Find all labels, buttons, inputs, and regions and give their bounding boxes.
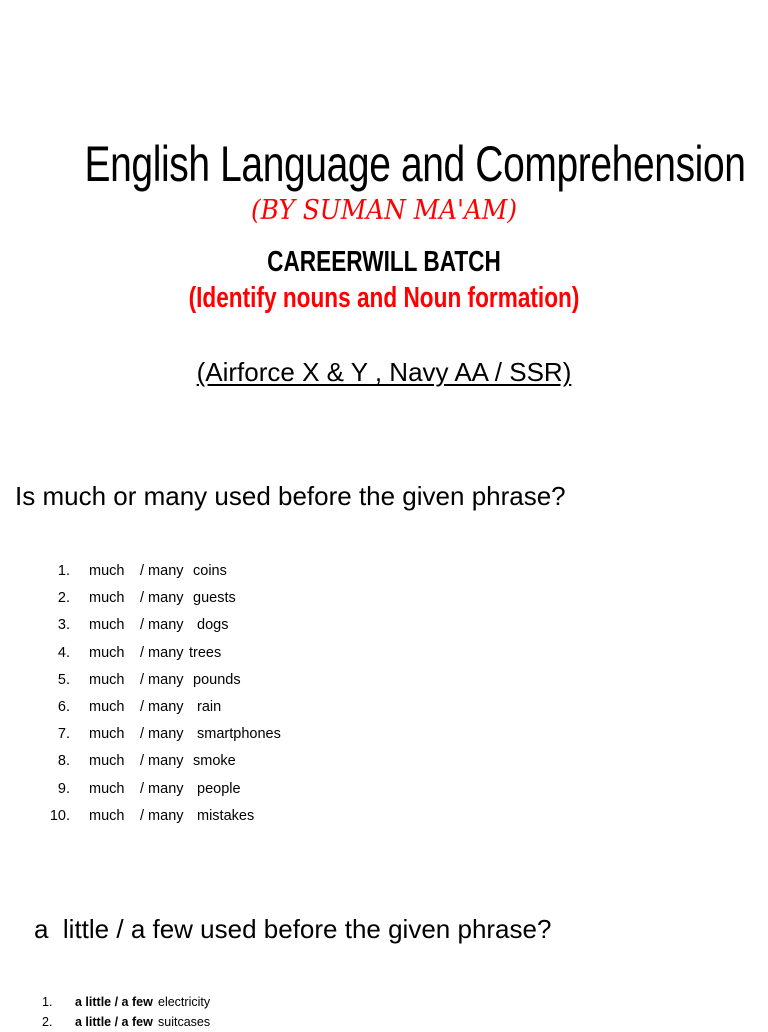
option-much: much [89, 590, 125, 607]
options: a little / a few [75, 1015, 153, 1029]
question-little-few: a little / a few used before the given phrase? [34, 914, 552, 944]
topic-heading: (Identify nouns and Noun formation) [188, 282, 580, 314]
option-much: much [89, 726, 125, 743]
option-many: / many [140, 780, 184, 797]
option-many: / many [140, 671, 184, 688]
option-many: / many [140, 563, 184, 579]
phrase: electricity [158, 995, 211, 1009]
phrase: smartphones [197, 726, 281, 743]
phrase: guests [193, 590, 236, 607]
item-number: 9. [57, 780, 70, 797]
option-much: much [89, 780, 125, 797]
item-number: 5. [57, 671, 70, 688]
option-much: much [89, 671, 125, 688]
option-much: much [89, 644, 125, 661]
option-much: much [89, 807, 125, 824]
item-number: 1. [57, 563, 70, 579]
option-much: much [89, 753, 125, 770]
option-many: / many [140, 753, 184, 770]
question-much-many: Is much or many used before the given phrase? [15, 481, 566, 511]
batch-name: CAREERWILL BATCH [267, 246, 501, 278]
exam-line [0, 355, 768, 389]
item-number: 3. [57, 617, 70, 634]
option-many: / many [140, 726, 184, 743]
options: a little / a few [75, 995, 153, 1009]
phrase: smoke [193, 753, 236, 770]
phrase: people [197, 780, 241, 797]
option-many: / many [140, 617, 184, 634]
phrase: coins [193, 563, 227, 579]
item-number: 2. [42, 1015, 53, 1029]
item-number: 6. [57, 698, 70, 715]
phrase: pounds [193, 671, 241, 688]
phrase: suitcases [158, 1015, 211, 1029]
item-number: 8. [57, 753, 70, 770]
option-many: / many [140, 807, 184, 824]
exam-line-text: (Airforce X & Y , Navy AA / SSR) [196, 357, 572, 387]
phrase: dogs [197, 617, 229, 634]
author-line: (BY SUMAN MA'AM) [250, 195, 518, 226]
item-number: 10. [49, 807, 70, 824]
option-much: much [89, 563, 125, 579]
option-much: much [89, 617, 125, 634]
option-many: / many [140, 590, 184, 607]
item-number: 4. [57, 644, 70, 661]
option-much: much [89, 698, 125, 715]
phrase: trees [189, 644, 222, 661]
option-many: / many [140, 698, 184, 715]
phrase: mistakes [197, 807, 255, 824]
phrase: rain [197, 698, 222, 715]
item-number: 7. [57, 726, 70, 743]
option-many: / many [140, 644, 184, 661]
item-number: 1. [42, 995, 53, 1009]
item-number: 2. [57, 590, 70, 607]
page-title: English Language and Comprehension [84, 136, 746, 192]
